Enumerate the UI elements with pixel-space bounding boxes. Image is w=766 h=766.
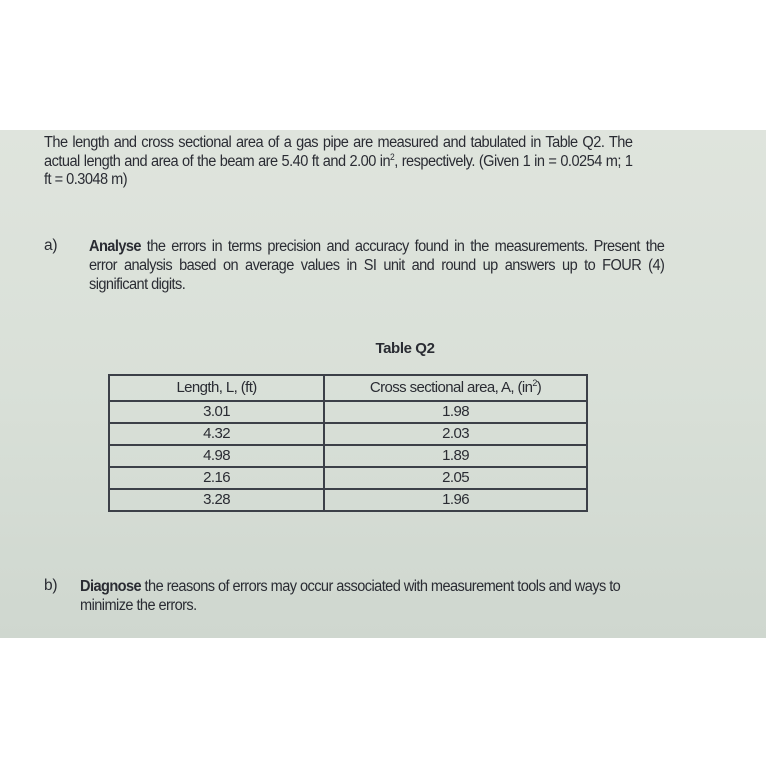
area-cell: 2.03 (324, 423, 587, 445)
length-cell: 3.28 (109, 489, 324, 511)
table-row (109, 423, 587, 445)
area-cell: 1.98 (324, 401, 587, 423)
measurement-table (108, 374, 588, 512)
header-area (324, 375, 587, 401)
table-row (109, 401, 587, 423)
problem-statement (44, 134, 632, 190)
table-row (109, 489, 587, 511)
area-cell: 2.05 (324, 467, 587, 489)
question-a-body: the errors in terms precision and accuracy found in the measurements. Present the error analysis based on average values in SI unit and round up answers up to FOUR (4) significant digits. (89, 238, 665, 293)
header-length: Length, L, (ft) (109, 375, 324, 401)
header-area-close: ) (536, 379, 542, 396)
question-b-text (80, 577, 644, 615)
length-cell: 3.01 (109, 401, 324, 423)
length-cell: 2.16 (109, 467, 324, 489)
question-a-label: a) (44, 237, 58, 254)
table-row (109, 445, 587, 467)
statement-text-end: , respectively. (Given 1 in = 0.0254 m; 1 ft = 0.3048 m) (44, 152, 633, 188)
question-a-verb: Analyse (89, 238, 141, 255)
statement-text: The length and cross sectional area of a gas pipe are measured and tabulated in Table Q2. The actual length and area of the beam are 5.40 ft and 2.00 in (44, 134, 633, 170)
question-b-body: the reasons of errors may occur associated with measurement tools and ways to minimize the errors. (80, 578, 621, 614)
question-b-label: b) (44, 577, 58, 594)
table-header-row (109, 375, 587, 401)
length-cell: 4.32 (109, 423, 324, 445)
table-row (109, 467, 587, 489)
header-area-superscript: 2 (532, 378, 537, 388)
header-area-text: Cross sectional area, A, (in (369, 379, 533, 396)
question-b-verb: Diagnose (80, 578, 142, 595)
question-a-text (89, 237, 664, 294)
length-cell: 4.98 (109, 445, 324, 467)
table-caption: Table Q2 (375, 340, 435, 357)
document-photo (0, 130, 766, 638)
area-cell: 1.89 (324, 445, 587, 467)
statement-superscript: 2 (390, 151, 395, 162)
area-cell: 1.96 (324, 489, 587, 511)
